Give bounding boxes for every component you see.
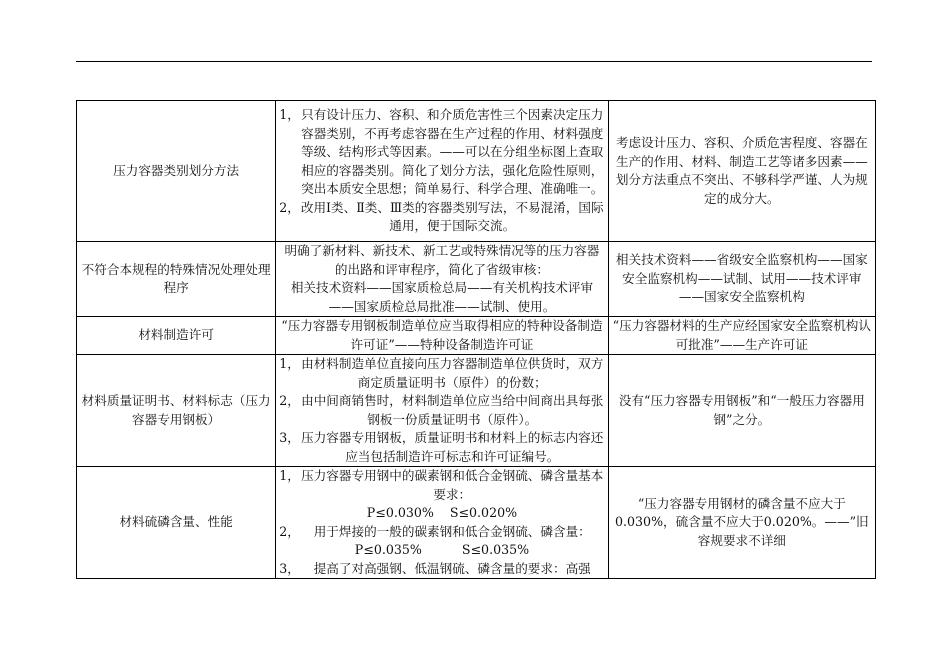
old-rule-cell	[608, 242, 875, 317]
list-item	[279, 106, 604, 199]
item-number: 1，	[279, 468, 300, 483]
list-item	[279, 560, 604, 579]
paragraph: 相关技术资料——国家质检总局——有关机构技术评审——国家质检总局批准——试制、使用。	[290, 280, 594, 314]
item-text: 压力容器专用钢中的碳素钢和低合金钢硫、磷含量基本要求：	[301, 468, 604, 502]
new-rule-cell	[276, 467, 608, 579]
item-text: 只有设计压力、容积、和介质危害性三个因素决定压力容器类别，不再考虑容器在生产过程的作用、材料强度等级、结构形式等因素。——可以在分组坐标图上查取相应的容器类别。简化了划分方法，强化危险性原则，突出本质安全思想；简单易行、科学合理、准确唯一。	[301, 107, 604, 197]
header-rule	[76, 61, 872, 62]
topic-cell	[77, 242, 276, 317]
item-text: 提高了对高强钢、低温钢硫、磷含量的要求：高强	[313, 560, 591, 576]
topic-cell	[77, 355, 276, 467]
old-rule-cell	[608, 467, 875, 579]
formula-line: P≤0.030% S≤0.020%	[366, 505, 518, 520]
item-number: 3，	[279, 560, 300, 576]
topic-text: 压力容器类别划分方法	[113, 162, 240, 178]
item-number: 2，	[279, 523, 300, 539]
item-number: 2，	[279, 393, 300, 408]
old-rule-text: “压力容器专用钢材的磷含量不应大于0.030%，硫含量不应大于0.020%。——”旧容规要求不详细	[615, 495, 869, 548]
list-item	[279, 429, 604, 466]
list-item	[279, 523, 604, 542]
old-rule-cell	[608, 101, 875, 242]
topic-text: 材料制造许可	[138, 327, 214, 343]
item-text: 由中间商销售时，材料制造单位应当给中间商出具每张钢板一份质量证明书（原件）。	[301, 393, 604, 427]
paragraph: 明确了新材料、新技术、新工艺或特殊情况等的压力容器的出路和评审程序，简化了省级审核：	[284, 243, 600, 277]
comparison-table	[76, 100, 876, 579]
old-rule-text: “压力容器材料的生产应经国家安全监察机构认可批准”——生产许可证	[612, 318, 871, 352]
table-row	[77, 242, 876, 317]
item-text: 改用Ⅰ类、Ⅱ类、Ⅲ类的容器类别写法，不易混淆，国际通用，便于国际交流。	[300, 199, 604, 234]
paragraph: “压力容器专用钢板制造单位应当取得相应的特种设备制造许可证”——特种设备制造许可证	[281, 318, 603, 352]
topic-cell	[77, 467, 276, 579]
old-rule-text: 没有“压力容器专用钢板”和“一般压力容器用钢”之分。	[618, 393, 865, 427]
old-rule-text: 相关技术资料——省级安全监察机构——国家安全监察机构——试制、试用——技术评审——国家安全监察机构	[615, 252, 868, 305]
old-rule-text: 考虑设计压力、容积、介质危害程度、容器在生产的作用、材料、制造工艺等诸多因素——划分方法重点不突出、不够科学严谨、人为规定的成分大。	[615, 135, 868, 206]
table-row	[77, 467, 876, 579]
new-rule-cell	[276, 101, 608, 242]
table-row	[77, 317, 876, 355]
item-number: 2，	[279, 199, 300, 215]
topic-text: 材料质量证明书、材料标志（压力容器专用钢板）	[81, 393, 271, 427]
old-rule-cell	[608, 317, 875, 355]
new-rule-cell	[276, 242, 608, 317]
topic-text: 不符合本规程的特殊情况处理处理程序	[81, 261, 271, 295]
list-item	[279, 199, 604, 236]
table-row	[77, 355, 876, 467]
item-text: 由材料制造单位直接向压力容器制造单位供货时，双方商定质量证明书（原件）的份数；	[301, 356, 604, 390]
new-rule-cell	[276, 355, 608, 467]
topic-text: 材料硫磷含量、性能	[119, 514, 233, 530]
topic-cell	[77, 101, 276, 242]
item-text: 用于焊接的一般的碳素钢和低合金钢硫、磷含量：	[313, 523, 591, 539]
item-number: 3，	[279, 430, 300, 445]
item-number: 1，	[279, 356, 300, 371]
list-item	[279, 355, 604, 392]
new-rule-cell	[276, 317, 608, 355]
item-number: 1，	[279, 107, 300, 123]
old-rule-cell	[608, 355, 875, 467]
topic-cell	[77, 317, 276, 355]
table-row	[77, 101, 876, 242]
list-item	[279, 467, 604, 504]
list-item	[279, 392, 604, 429]
item-text: 压力容器专用钢板，质量证明书和材料上的标志内容还应当包括制造许可标志和许可证编号。	[301, 430, 604, 464]
formula-line: P≤0.035% S≤0.035%	[354, 542, 530, 557]
